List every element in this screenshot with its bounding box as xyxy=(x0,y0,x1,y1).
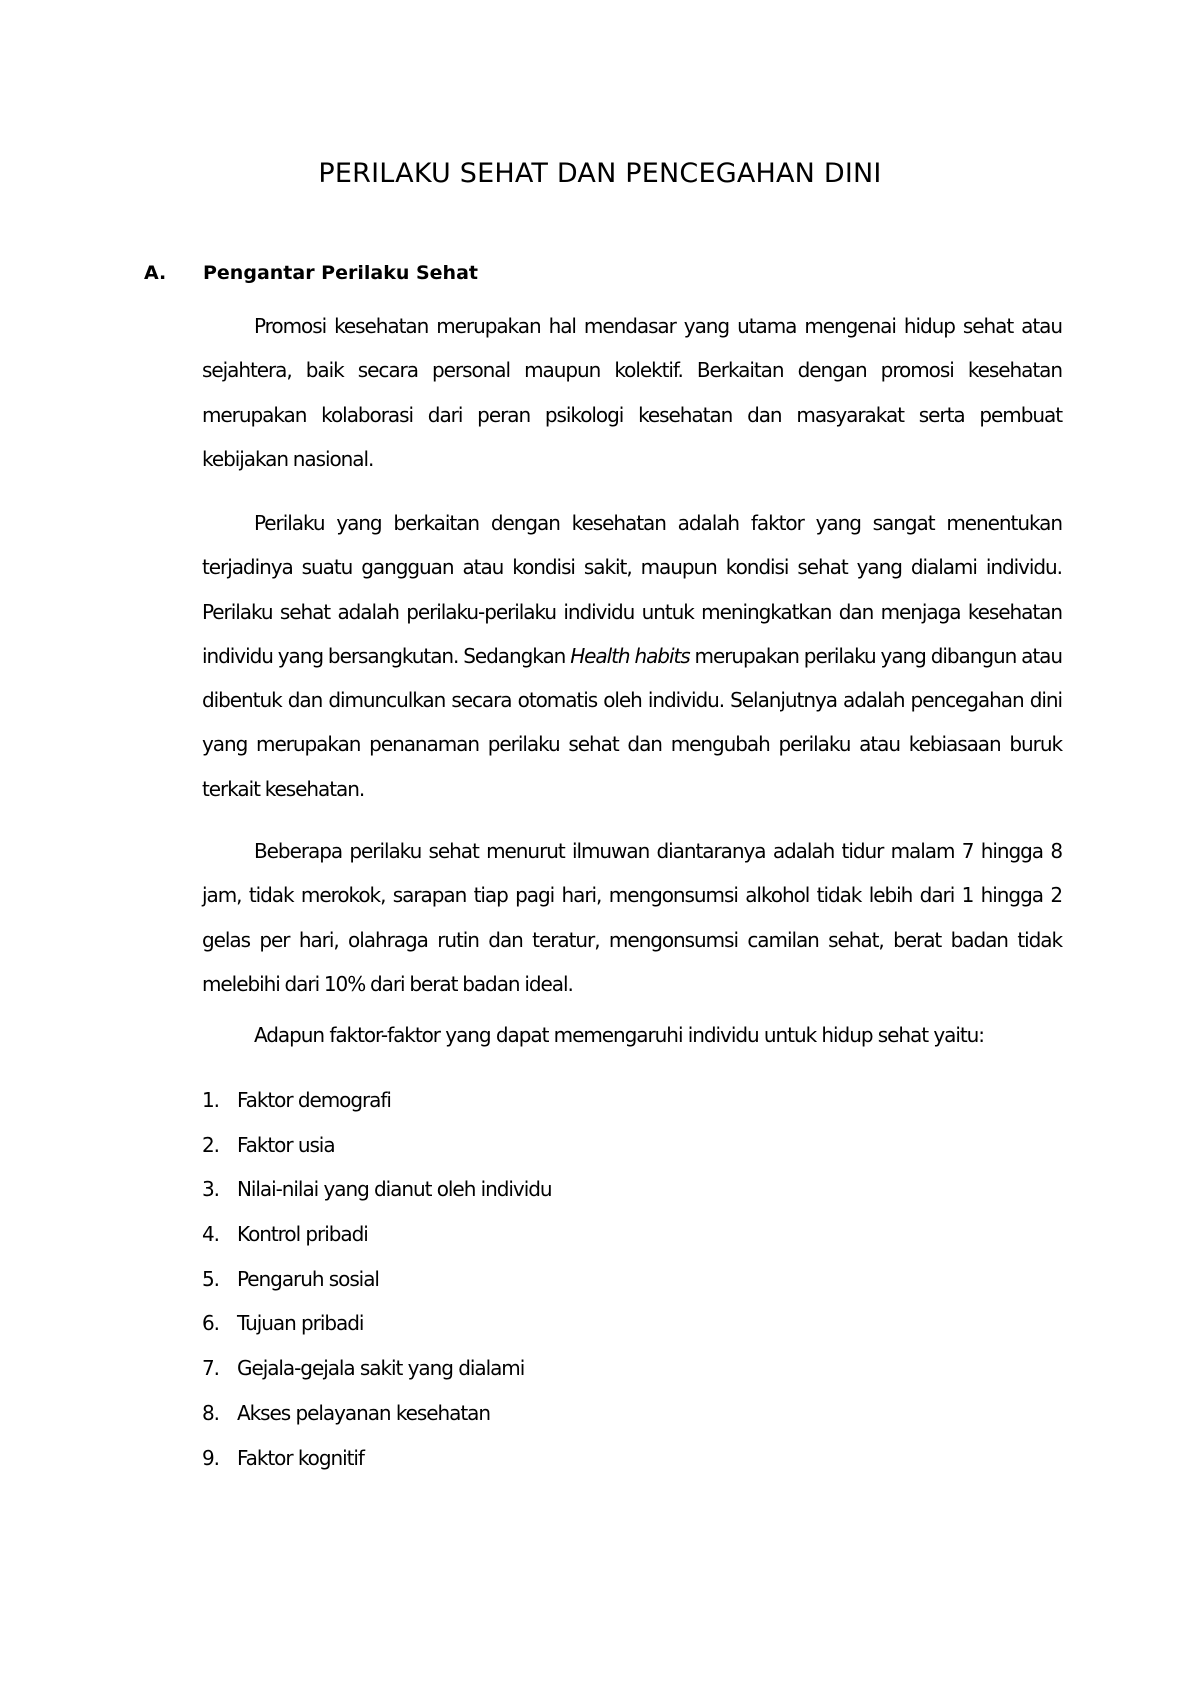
list-item xyxy=(202,1301,551,1346)
list-item xyxy=(202,1212,551,1257)
list-item-number: 3. xyxy=(202,1177,219,1202)
health-habits-term: Health habits xyxy=(570,643,690,668)
paragraph-promosi: Promosi kesehatan merupakan hal mendasar yang utama mengenai hidup sehat atau sejahtera, baik secara personal maupun kolektif. Berkaitan dengan promosi kesehatan merupakan kolaborasi dari peran psikologi kesehatan dan masyarakat serta pembuat kebijakan nasional. xyxy=(202,314,1062,471)
list-item-text: Faktor demografi xyxy=(237,1088,391,1112)
list-item xyxy=(202,1123,551,1168)
list-intro: Adapun faktor-faktor yang dapat memengaruhi individu untuk hidup sehat yaitu: xyxy=(254,1023,984,1047)
list-item-number: 4. xyxy=(202,1222,219,1247)
paragraph-perilaku-part2: merupakan perilaku yang dibangun atau dibentuk dan dimunculkan secara otomatis oleh individu. Selanjutnya adalah pencegahan dini yang merupakan penanaman perilaku sehat dan mengubah perilaku atau kebiasaan buruk terkait kesehatan. xyxy=(202,643,1062,801)
list-item-text: Faktor kognitif xyxy=(237,1445,364,1470)
list-item-text: Pengaruh sosial xyxy=(237,1266,379,1291)
list-item-number: 7. xyxy=(202,1356,219,1381)
list-item-text: Tujuan pribadi xyxy=(237,1311,364,1336)
list-item-number: 1. xyxy=(202,1088,219,1112)
list-item-text: Nilai-nilai yang dianut oleh individu xyxy=(237,1177,552,1202)
list-item xyxy=(202,1346,551,1391)
list-item-text: Kontrol pribadi xyxy=(237,1222,368,1247)
list-item xyxy=(202,1436,551,1481)
list-item-number: 8. xyxy=(202,1400,219,1425)
list-item xyxy=(202,1078,551,1123)
list-item-text: Akses pelayanan kesehatan xyxy=(237,1400,490,1425)
paragraph-perilaku xyxy=(202,501,1062,811)
list-item xyxy=(202,1167,551,1212)
factor-list xyxy=(202,1078,551,1480)
list-item xyxy=(202,1391,551,1436)
paragraph-beberapa: Beberapa perilaku sehat menurut ilmuwan diantaranya adalah tidur malam 7 hingga 8 jam, tidak merokok, sarapan tiap pagi hari, mengonsumsi alkohol tidak lebih dari 1 hingga 2 gelas per hari, olahraga rutin dan teratur, mengonsumsi camilan sehat, berat badan tidak melebihi dari 10% dari berat badan ideal. xyxy=(202,839,1062,996)
page-title: PERILAKU SEHAT DAN PENCEGAHAN DINI xyxy=(318,158,882,190)
section-heading-text: Pengantar Perilaku Sehat xyxy=(203,262,478,284)
section-heading xyxy=(144,262,478,284)
section-letter: A. xyxy=(144,262,167,284)
list-item-number: 6. xyxy=(202,1311,219,1336)
list-item xyxy=(202,1257,551,1302)
list-item-number: 5. xyxy=(202,1266,219,1291)
list-item-text: Gejala-gejala sakit yang dialami xyxy=(237,1356,525,1381)
paragraph-perilaku-part1: Perilaku yang berkaitan dengan kesehatan adalah faktor yang sangat menentukan terjadinya suatu gangguan atau kondisi sakit, maupun kondisi sehat yang dialami individu. Perilaku sehat adalah perilaku-perilaku individu untuk meningkatkan dan menjaga kesehatan individu yang bersangkutan. Sedangkan xyxy=(202,511,1062,668)
list-item-text: Faktor usia xyxy=(237,1132,335,1157)
list-item-number: 9. xyxy=(202,1445,219,1470)
list-item-number: 2. xyxy=(202,1132,219,1157)
